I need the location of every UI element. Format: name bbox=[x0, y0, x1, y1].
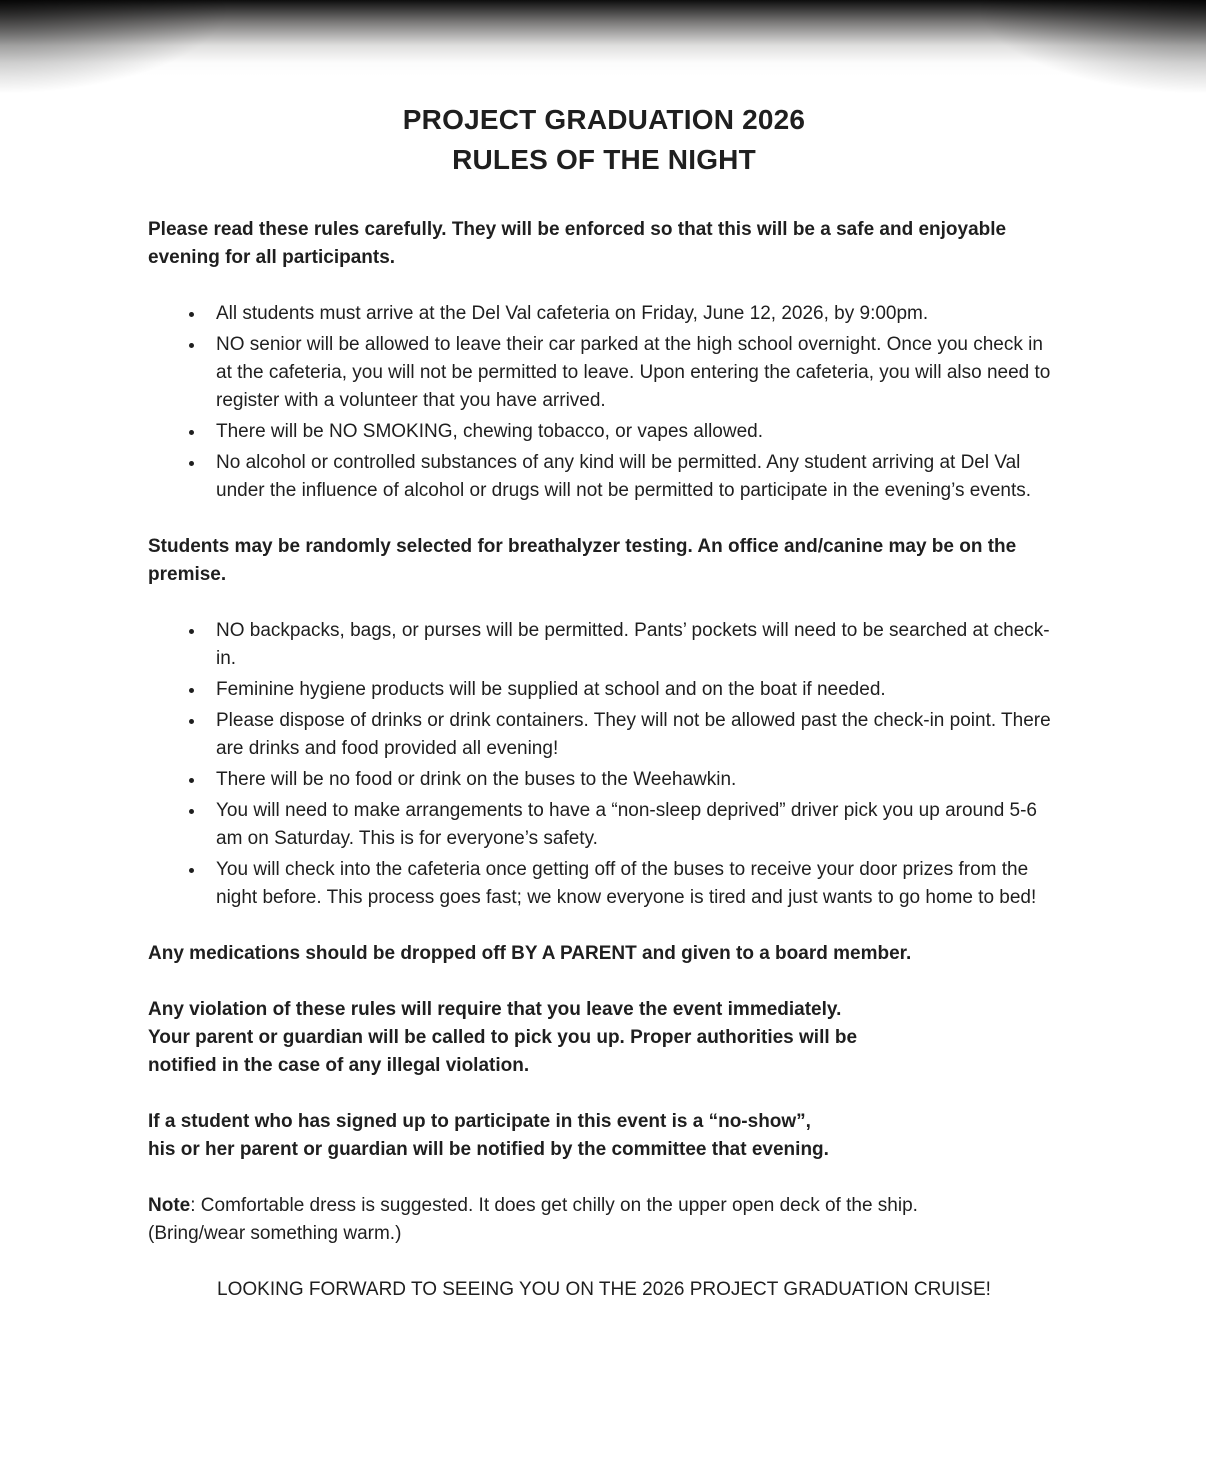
medications-paragraph: Any medications should be dropped off BY A PARENT and given to a board member. bbox=[148, 943, 912, 964]
violation-line-2: Your parent or guardian will be called to pick you up. Proper authorities will be bbox=[148, 1027, 858, 1048]
rule-item-arrival: • All students must arrive at the Del Val cafeteria on Friday, June 12, 2026, by 9:00pm. bbox=[206, 300, 1060, 328]
note-line-2: (Bring/wear something warm.) bbox=[148, 1223, 402, 1244]
document-title bbox=[148, 100, 1060, 180]
note-paragraph bbox=[148, 1192, 1060, 1248]
intro-paragraph: Please read these rules carefully. They will be enforced so that this will be a safe and enjoyable evening for all participants. bbox=[148, 219, 1007, 268]
closing-line: LOOKING FORWARD TO SEEING YOU ON THE 2026 PROJECT GRADUATION CRUISE! bbox=[217, 1279, 991, 1300]
title-line-1: PROJECT GRADUATION 2026 bbox=[402, 104, 806, 135]
violation-line-3: notified in the case of any illegal violation. bbox=[148, 1055, 530, 1076]
rule-item-alcohol: • No alcohol or controlled substances of any kind will be permitted. Any student arriving at Del Val under the influence of alcohol or drugs will not be permitted to participate in the evening’s events. bbox=[206, 449, 1060, 505]
rule-item-driver: • You will need to make arrangements to have a “non-sleep deprived” driver pick you up around 5-6 am on Saturday. This is for everyone’s safety. bbox=[206, 797, 1060, 853]
rule-item-backpacks: • NO backpacks, bags, or purses will be permitted. Pants’ pockets will need to be searched at check-in. bbox=[206, 617, 1060, 673]
rule-item-smoking: • There will be NO SMOKING, chewing tobacco, or vapes allowed. bbox=[206, 418, 1060, 446]
violation-line-1: Any violation of these rules will require that you leave the event immediately. bbox=[148, 999, 842, 1020]
rules-list-1 bbox=[148, 300, 1060, 505]
note-line-1 bbox=[148, 1192, 1060, 1220]
breathalyzer-paragraph: Students may be randomly selected for breathalyzer testing. An office and/canine may be on the premise. bbox=[148, 536, 1017, 585]
rule-item-buses: • There will be no food or drink on the buses to the Weehawkin. bbox=[206, 766, 1060, 794]
title-line-2: RULES OF THE NIGHT bbox=[452, 144, 756, 175]
no-show-line-1: If a student who has signed up to participate in this event is a “no-show”, bbox=[148, 1111, 811, 1132]
rule-item-parking: • NO senior will be allowed to leave their car parked at the high school overnight. Once you check in at the cafeteria, you will not be permitted to leave. Upon entering the cafeteria, you will also need to register with a volunteer that you have arrived. bbox=[206, 331, 1060, 415]
rule-item-hygiene: • Feminine hygiene products will be supplied at school and on the boat if needed. bbox=[206, 676, 1060, 704]
violation-paragraph bbox=[148, 996, 1060, 1080]
no-show-paragraph bbox=[148, 1108, 1060, 1164]
note-text: : Comfortable dress is suggested. It does get chilly on the upper open deck of the ship. bbox=[190, 1195, 918, 1216]
no-show-line-2: his or her parent or guardian will be notified by the committee that evening. bbox=[148, 1139, 829, 1160]
note-label: Note bbox=[148, 1195, 191, 1216]
rules-list-2 bbox=[148, 617, 1060, 912]
rule-item-drinks: • Please dispose of drinks or drink containers. They will not be allowed past the check-in point. There are drinks and food provided all evening! bbox=[206, 707, 1060, 763]
rule-item-door-prizes: • You will check into the cafeteria once getting off of the buses to receive your door prizes from the night before. This process goes fast; we know everyone is tired and just wants to go home to bed! bbox=[206, 856, 1060, 912]
